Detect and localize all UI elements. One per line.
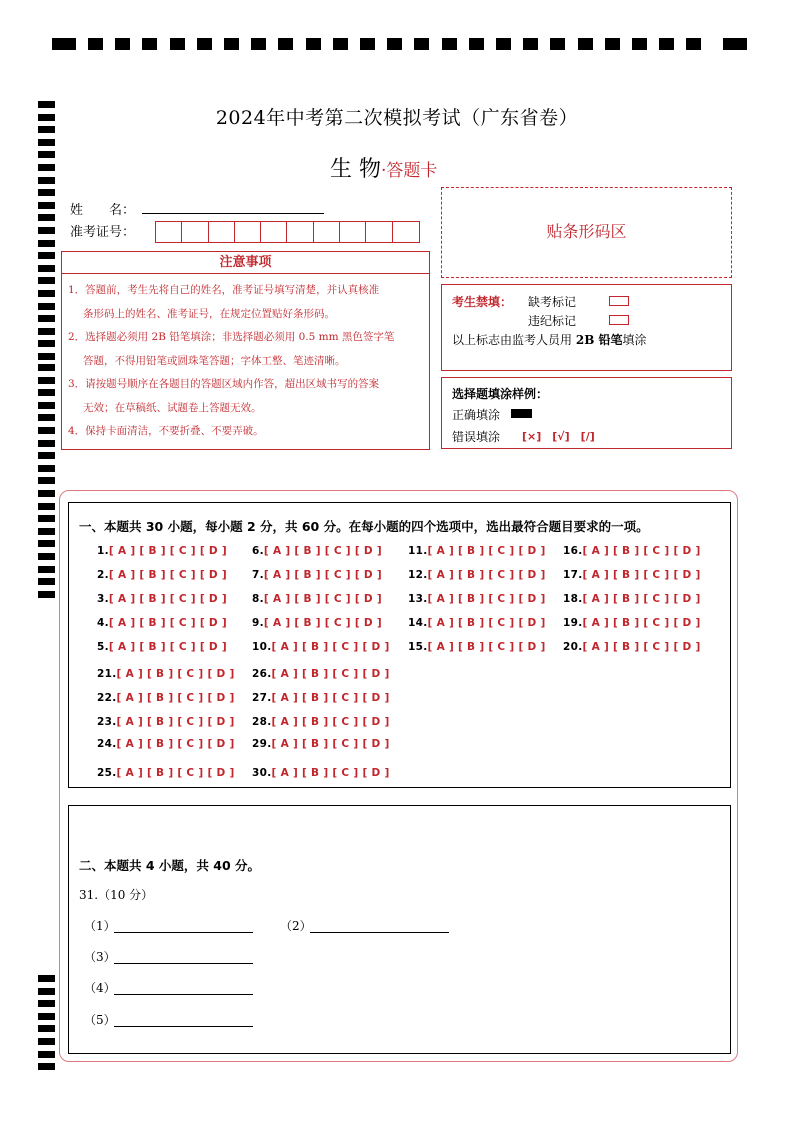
- question-number: 14.: [408, 617, 428, 629]
- timing-mark: [659, 38, 674, 50]
- choice-question[interactable]: [97, 593, 227, 605]
- answer-options[interactable]: [ A ] [ B ] [ C ] [ D ]: [271, 767, 390, 779]
- question-number: 26.: [252, 668, 272, 680]
- timing-mark: [38, 214, 55, 221]
- timing-mark: [387, 38, 402, 50]
- timing-mark: [38, 515, 55, 522]
- answer-options[interactable]: [ A ] [ B ] [ C ] [ D ]: [427, 569, 546, 581]
- notice-line: 3．请按题号顺序在各题目的答题区域内作答，超出区域书写的答案: [68, 378, 380, 390]
- answer-options[interactable]: [ A ] [ B ] [ C ] [ D ]: [427, 641, 546, 653]
- answer-options[interactable]: [ A ] [ B ] [ C ] [ D ]: [271, 716, 390, 728]
- answer-options[interactable]: [ A ] [ B ] [ C ] [ D ]: [263, 617, 382, 629]
- question-number: 19.: [563, 617, 583, 629]
- timing-mark: [38, 402, 55, 409]
- barcode-area: [441, 187, 732, 278]
- question-number: 17.: [563, 569, 583, 581]
- answer-options[interactable]: [ A ] [ B ] [ C ] [ D ]: [582, 569, 701, 581]
- choice-question[interactable]: [252, 593, 382, 605]
- timing-mark: [224, 38, 239, 50]
- examiner-note: [452, 331, 647, 348]
- choice-question[interactable]: [252, 668, 390, 680]
- timing-mark: [38, 1063, 55, 1070]
- answer-card-label: ·答题卡: [381, 161, 438, 181]
- id-digit-box[interactable]: [235, 222, 261, 242]
- timing-mark: [38, 277, 55, 284]
- question-number: 20.: [563, 641, 583, 653]
- id-digit-box[interactable]: [209, 222, 235, 242]
- absent-mark-box[interactable]: [609, 296, 629, 306]
- timing-mark: [38, 1038, 55, 1045]
- answer-options[interactable]: [ A ] [ B ] [ C ] [ D ]: [582, 617, 701, 629]
- timing-mark: [38, 1000, 55, 1007]
- timing-mark: [38, 265, 55, 272]
- timing-mark: [197, 38, 212, 50]
- timing-mark: [38, 364, 55, 371]
- question-number: 22.: [97, 692, 117, 704]
- question-number: 10.: [252, 641, 272, 653]
- id-digit-box[interactable]: [287, 222, 313, 242]
- notice-line: 4．保持卡面清洁，不要折叠、不要弄破。: [68, 425, 264, 437]
- answer-options[interactable]: [ A ] [ B ] [ C ] [ D ]: [108, 617, 227, 629]
- notice-line: 1．答题前，考生先将自己的姓名，准考证号填写清楚，并认真核准: [68, 284, 380, 296]
- timing-mark: [38, 452, 55, 459]
- choice-question[interactable]: [97, 569, 227, 581]
- choice-question[interactable]: [97, 668, 235, 680]
- timing-mark: [723, 38, 747, 50]
- exam-title: 2024年中考第二次模拟考试（广东省卷）: [215, 107, 579, 129]
- violation-label: 违纪标记: [528, 314, 577, 328]
- timing-mark: [278, 38, 293, 50]
- timing-mark: [115, 38, 130, 50]
- answer-line[interactable]: [114, 1026, 253, 1027]
- answer-options[interactable]: [ A ] [ B ] [ C ] [ D ]: [116, 716, 235, 728]
- barcode-label: 贴条形码区: [546, 222, 627, 241]
- choice-question[interactable]: [252, 641, 390, 653]
- answer-options[interactable]: [ A ] [ B ] [ C ] [ D ]: [271, 641, 390, 653]
- question-number: 18.: [563, 593, 583, 605]
- notice-line: 2．选择题必须用 2B 铅笔填涂；非选择题必须用 0.5 mm 黑色签字笔: [68, 331, 395, 343]
- timing-mark: [578, 38, 593, 50]
- timing-mark: [38, 578, 55, 585]
- choice-question[interactable]: [97, 767, 235, 779]
- part-label: （5）: [84, 1013, 116, 1027]
- timing-mark: [632, 38, 647, 50]
- wrong-fill-samples: [×] [√] [/]: [522, 430, 595, 443]
- timing-mark: [38, 340, 55, 347]
- question-number: 1.: [97, 545, 109, 557]
- timing-mark: [686, 38, 701, 50]
- id-digit-box[interactable]: [393, 222, 419, 242]
- timing-mark: [306, 38, 321, 50]
- question-number: 13.: [408, 593, 428, 605]
- choice-question[interactable]: [408, 617, 546, 629]
- absent-label: 缺考标记: [528, 295, 577, 309]
- timing-mark: [442, 38, 457, 50]
- timing-mark: [360, 38, 375, 50]
- question-number: 25.: [97, 767, 117, 779]
- answer-options[interactable]: [ A ] [ B ] [ C ] [ D ]: [108, 593, 227, 605]
- answer-options[interactable]: [ A ] [ B ] [ C ] [ D ]: [116, 668, 235, 680]
- choice-question[interactable]: [97, 617, 227, 629]
- examiner-only-heading: 考生禁填：: [452, 295, 513, 309]
- id-digit-box[interactable]: [314, 222, 340, 242]
- timing-mark: [38, 540, 55, 547]
- answer-line[interactable]: [310, 932, 449, 933]
- question-number: 5.: [97, 641, 109, 653]
- question-number: 11.: [408, 545, 428, 557]
- choice-question[interactable]: [97, 545, 227, 557]
- timing-mark: [38, 1051, 55, 1058]
- choice-question[interactable]: [563, 641, 701, 653]
- timing-mark: [38, 503, 55, 510]
- timing-mark: [38, 202, 55, 209]
- timing-mark: [38, 440, 55, 447]
- correct-fill-sample: [511, 409, 532, 418]
- notice-line: 无效；在草稿纸、试题卷上答题无效。: [83, 401, 262, 414]
- notice-heading: 注意事项: [62, 252, 429, 274]
- question-number: 9.: [252, 617, 264, 629]
- choice-question[interactable]: [252, 716, 390, 728]
- choice-question[interactable]: [408, 641, 546, 653]
- id-digit-box[interactable]: [182, 222, 208, 242]
- question-number: 30.: [252, 767, 272, 779]
- question-number: 29.: [252, 738, 272, 750]
- timing-mark: [38, 427, 55, 434]
- timing-mark: [38, 290, 55, 297]
- part-label: （1）: [84, 919, 116, 933]
- timing-mark: [38, 490, 55, 497]
- timing-mark: [142, 38, 157, 50]
- timing-mark: [38, 227, 55, 234]
- timing-mark: [38, 353, 55, 360]
- timing-mark: [38, 164, 55, 171]
- notice-line: 条形码上的姓名、准考证号，在规定位置贴好条形码。: [83, 307, 335, 320]
- name-label: 姓 名：: [70, 203, 136, 218]
- fill-example-heading: 选择题填涂样例：: [452, 387, 549, 401]
- timing-mark: [38, 975, 55, 982]
- timing-mark: [38, 240, 55, 247]
- choice-question[interactable]: [97, 716, 235, 728]
- answer-options[interactable]: [ A ] [ B ] [ C ] [ D ]: [271, 692, 390, 704]
- fill-example-box: [441, 377, 732, 449]
- violation-mark-box[interactable]: [609, 315, 629, 325]
- choice-question[interactable]: [252, 767, 390, 779]
- examiner-note-post: 填涂: [622, 333, 647, 347]
- part-label: （4）: [84, 981, 116, 995]
- timing-mark: [38, 315, 55, 322]
- section-2-box: [68, 805, 731, 1054]
- question-number: 15.: [408, 641, 428, 653]
- id-digit-box[interactable]: [340, 222, 366, 242]
- timing-mark: [38, 591, 55, 598]
- part-label: （3）: [84, 950, 116, 964]
- section-1-heading: 一、本题共 30 小题，每小题 2 分，共 60 分。在每小题的四个选项中，选出最符合题目要求的一项。: [79, 519, 649, 534]
- choice-question[interactable]: [563, 593, 701, 605]
- id-digit-box[interactable]: [366, 222, 392, 242]
- answer-options[interactable]: [ A ] [ B ] [ C ] [ D ]: [582, 545, 701, 557]
- answer-line[interactable]: [114, 963, 253, 964]
- timing-mark: [88, 38, 103, 50]
- correct-fill-label: 正确填涂: [452, 408, 501, 422]
- name-field[interactable]: [142, 213, 324, 214]
- choice-question[interactable]: [563, 617, 701, 629]
- timing-mark: [38, 151, 55, 158]
- choice-question[interactable]: [97, 692, 235, 704]
- choice-question[interactable]: [252, 545, 382, 557]
- section-2-heading: 二、本题共 4 小题，共 40 分。: [79, 858, 261, 873]
- timing-mark: [38, 477, 55, 484]
- timing-mark: [523, 38, 538, 50]
- choice-question[interactable]: [563, 545, 701, 557]
- exam-id-label: 准考证号：: [70, 225, 136, 240]
- timing-mark: [414, 38, 429, 50]
- answer-options[interactable]: [ A ] [ B ] [ C ] [ D ]: [108, 641, 227, 653]
- choice-question[interactable]: [97, 738, 235, 750]
- timing-mark: [38, 377, 55, 384]
- examiner-note-pre: 以上标志由监考人员用: [452, 333, 573, 347]
- timing-mark: [38, 189, 55, 196]
- id-digit-box[interactable]: [261, 222, 287, 242]
- timing-mark: [38, 139, 55, 146]
- question-number: 4.: [97, 617, 109, 629]
- choice-question[interactable]: [408, 569, 546, 581]
- question-number: 27.: [252, 692, 272, 704]
- timing-mark: [38, 177, 55, 184]
- choice-question[interactable]: [408, 593, 546, 605]
- question-number: 23.: [97, 716, 117, 728]
- timing-mark: [605, 38, 620, 50]
- choice-question[interactable]: [563, 569, 701, 581]
- question-number: 28.: [252, 716, 272, 728]
- timing-mark: [251, 38, 266, 50]
- question-number: 8.: [252, 593, 264, 605]
- timing-mark: [333, 38, 348, 50]
- answer-options[interactable]: [ A ] [ B ] [ C ] [ D ]: [582, 593, 701, 605]
- timing-mark: [38, 1025, 55, 1032]
- timing-mark: [496, 38, 511, 50]
- choice-question[interactable]: [97, 641, 227, 653]
- examiner-note-bold: 2B 铅笔: [575, 333, 623, 347]
- choice-question[interactable]: [252, 617, 382, 629]
- question-number: 24.: [97, 738, 117, 750]
- answer-options[interactable]: [ A ] [ B ] [ C ] [ D ]: [108, 569, 227, 581]
- question-number: 7.: [252, 569, 264, 581]
- answer-options[interactable]: [ A ] [ B ] [ C ] [ D ]: [116, 738, 235, 750]
- question-number: 2.: [97, 569, 109, 581]
- notice-line: 答题，不得用铅笔或圆珠笔答题；字体工整、笔迹清晰。: [83, 354, 346, 367]
- choice-question[interactable]: [252, 692, 390, 704]
- answer-options[interactable]: [ A ] [ B ] [ C ] [ D ]: [427, 545, 546, 557]
- subject-name: 生 物: [330, 157, 381, 182]
- part-label: （2）: [280, 919, 312, 933]
- id-digit-box[interactable]: [156, 222, 182, 242]
- question-number: 6.: [252, 545, 264, 557]
- answer-options[interactable]: [ A ] [ B ] [ C ] [ D ]: [582, 641, 701, 653]
- exam-id-field[interactable]: [155, 221, 420, 243]
- choice-question[interactable]: [252, 738, 390, 750]
- answer-line[interactable]: [114, 994, 253, 995]
- timing-mark: [38, 988, 55, 995]
- answer-options[interactable]: [ A ] [ B ] [ C ] [ D ]: [116, 692, 235, 704]
- timing-mark: [38, 1013, 55, 1020]
- timing-mark: [469, 38, 484, 50]
- question-number: 21.: [97, 668, 117, 680]
- timing-mark: [170, 38, 185, 50]
- timing-mark: [38, 414, 55, 421]
- answer-options[interactable]: [ A ] [ B ] [ C ] [ D ]: [263, 593, 382, 605]
- question-31-label: 31.（10 分）: [79, 888, 154, 902]
- answer-line[interactable]: [114, 932, 253, 933]
- answer-options[interactable]: [ A ] [ B ] [ C ] [ D ]: [263, 569, 382, 581]
- question-number: 12.: [408, 569, 428, 581]
- timing-mark: [38, 328, 55, 335]
- wrong-fill-label: 错误填涂: [452, 430, 501, 444]
- question-number: 16.: [563, 545, 583, 557]
- examiner-only-box: [441, 284, 732, 371]
- timing-mark: [550, 38, 565, 50]
- timing-mark: [38, 528, 55, 535]
- answer-options[interactable]: [ A ] [ B ] [ C ] [ D ]: [263, 545, 382, 557]
- timing-mark: [38, 465, 55, 472]
- answer-options[interactable]: [ A ] [ B ] [ C ] [ D ]: [271, 738, 390, 750]
- answer-options[interactable]: [ A ] [ B ] [ C ] [ D ]: [116, 767, 235, 779]
- timing-mark: [52, 38, 76, 50]
- answer-options[interactable]: [ A ] [ B ] [ C ] [ D ]: [108, 545, 227, 557]
- timing-mark: [38, 566, 55, 573]
- choice-question[interactable]: [252, 569, 382, 581]
- notice-box: [61, 251, 430, 450]
- subject-title: [330, 152, 437, 183]
- choice-question[interactable]: [408, 545, 546, 557]
- timing-mark: [38, 252, 55, 259]
- question-number: 3.: [97, 593, 109, 605]
- timing-mark: [38, 553, 55, 560]
- answer-options[interactable]: [ A ] [ B ] [ C ] [ D ]: [427, 617, 546, 629]
- answer-options[interactable]: [ A ] [ B ] [ C ] [ D ]: [427, 593, 546, 605]
- timing-mark: [38, 389, 55, 396]
- answer-options[interactable]: [ A ] [ B ] [ C ] [ D ]: [271, 668, 390, 680]
- timing-mark: [38, 303, 55, 310]
